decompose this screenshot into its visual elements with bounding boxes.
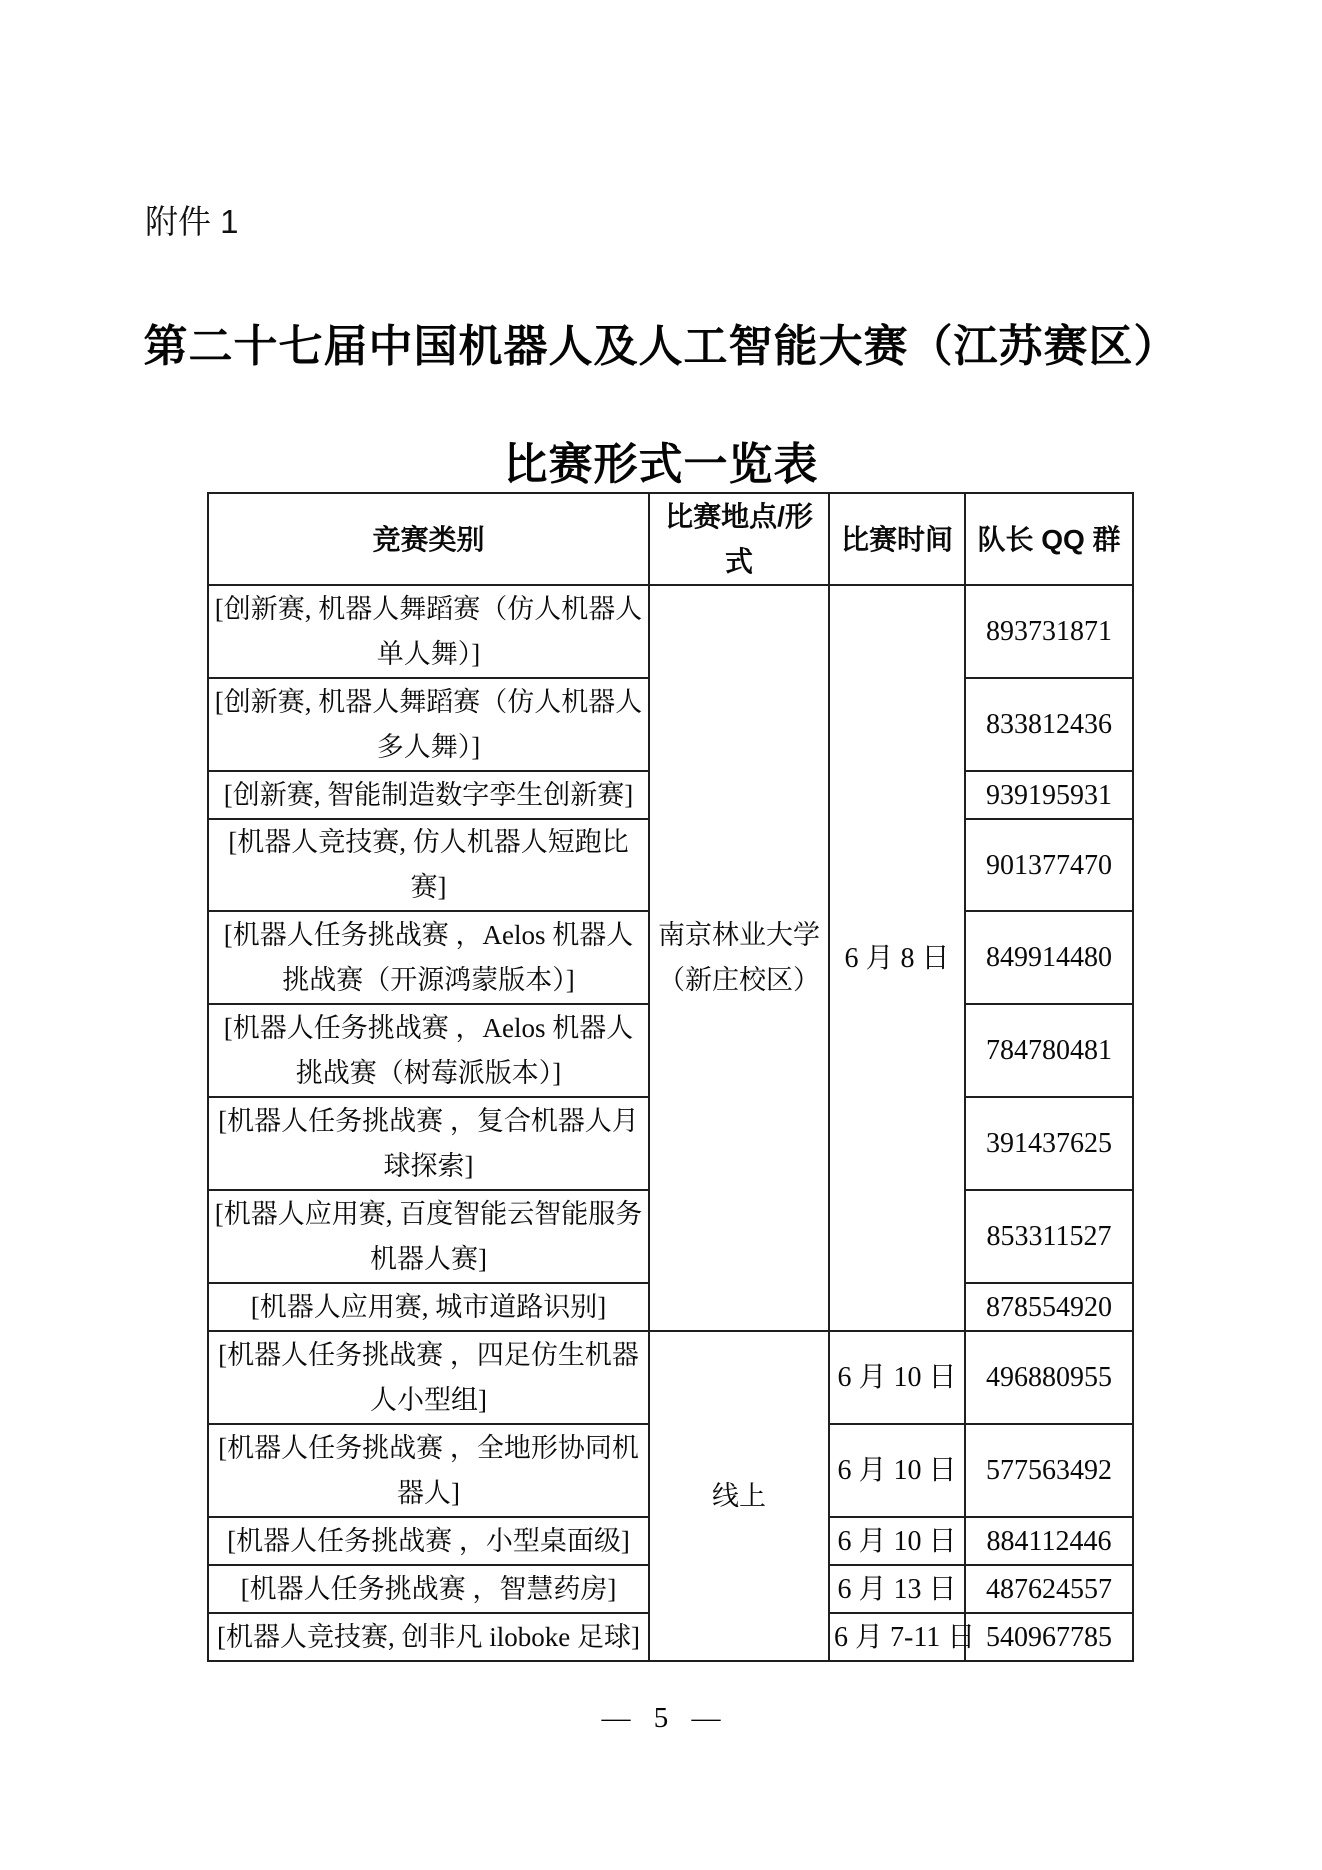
- time-cell: 6 月 13 日: [829, 1565, 965, 1613]
- header-category: 竞赛类别: [208, 493, 649, 585]
- document-title-line2: 比赛形式一览表: [503, 440, 819, 489]
- qq-cell: 853311527: [965, 1190, 1133, 1283]
- qq-cell: 878554920: [965, 1283, 1133, 1331]
- qq-cell: 884112446: [965, 1517, 1133, 1565]
- competition-table: [207, 492, 1134, 1662]
- category-cell: [机器人应用赛, 百度智能云智能服务机器人赛]: [208, 1190, 649, 1283]
- qq-cell: 577563492: [965, 1424, 1133, 1517]
- qq-cell: 901377470: [965, 819, 1133, 911]
- page-number: — 5 —: [601, 1702, 721, 1734]
- time-cell: 6 月 10 日: [829, 1331, 965, 1424]
- qq-cell: 391437625: [965, 1097, 1133, 1190]
- document-title-line1: 第二十七届中国机器人及人工智能大赛（江苏赛区）: [143, 322, 1179, 371]
- category-cell: [机器人竞技赛, 创非凡 iloboke 足球]: [208, 1613, 649, 1661]
- location-cell-online: 线上: [649, 1331, 829, 1661]
- category-cell: [机器人任务挑战赛 ，四足仿生机器人小型组]: [208, 1331, 649, 1424]
- category-cell: [机器人任务挑战赛 ，复合机器人月球探索]: [208, 1097, 649, 1190]
- qq-cell: 833812436: [965, 678, 1133, 771]
- header-location: 比赛地点/形式: [649, 493, 829, 585]
- qq-cell: 849914480: [965, 911, 1133, 1004]
- time-cell-offline: 6 月 8 日: [829, 585, 965, 1331]
- qq-cell: 893731871: [965, 585, 1133, 678]
- category-cell: [机器人任务挑战赛 ，Aelos 机器人挑战赛（树莓派版本）]: [208, 1004, 649, 1097]
- category-cell: [机器人应用赛, 城市道路识别]: [208, 1283, 649, 1331]
- category-cell: [创新赛, 智能制造数字孪生创新赛]: [208, 771, 649, 819]
- qq-cell: 939195931: [965, 771, 1133, 819]
- qq-cell: 487624557: [965, 1565, 1133, 1613]
- category-cell: [机器人任务挑战赛 ，小型桌面级]: [208, 1517, 649, 1565]
- table-row: [208, 1331, 1133, 1424]
- category-cell: [机器人竞技赛, 仿人机器人短跑比赛]: [208, 819, 649, 911]
- header-time: 比赛时间: [829, 493, 965, 585]
- category-cell: [机器人任务挑战赛 ，Aelos 机器人挑战赛（开源鸿蒙版本）]: [208, 911, 649, 1004]
- time-cell: 6 月 10 日: [829, 1424, 965, 1517]
- qq-cell: 784780481: [965, 1004, 1133, 1097]
- category-cell: [机器人任务挑战赛 ，智慧药房]: [208, 1565, 649, 1613]
- qq-cell: 496880955: [965, 1331, 1133, 1424]
- header-qq-group: 队长 QQ 群: [965, 493, 1133, 585]
- attachment-label: 附件 1: [145, 203, 239, 240]
- category-cell: [机器人任务挑战赛 ，全地形协同机器人]: [208, 1424, 649, 1517]
- time-cell: 6 月 10 日: [829, 1517, 965, 1565]
- location-cell-offline: 南京林业大学（新庄校区）: [649, 585, 829, 1331]
- qq-cell: 540967785: [965, 1613, 1133, 1661]
- category-cell: [创新赛, 机器人舞蹈赛（仿人机器人单人舞）]: [208, 585, 649, 678]
- table-header-row: [208, 493, 1133, 585]
- category-cell: [创新赛, 机器人舞蹈赛（仿人机器人多人舞）]: [208, 678, 649, 771]
- table-row: [208, 585, 1133, 678]
- time-cell: 6 月 7-11 日: [829, 1613, 965, 1661]
